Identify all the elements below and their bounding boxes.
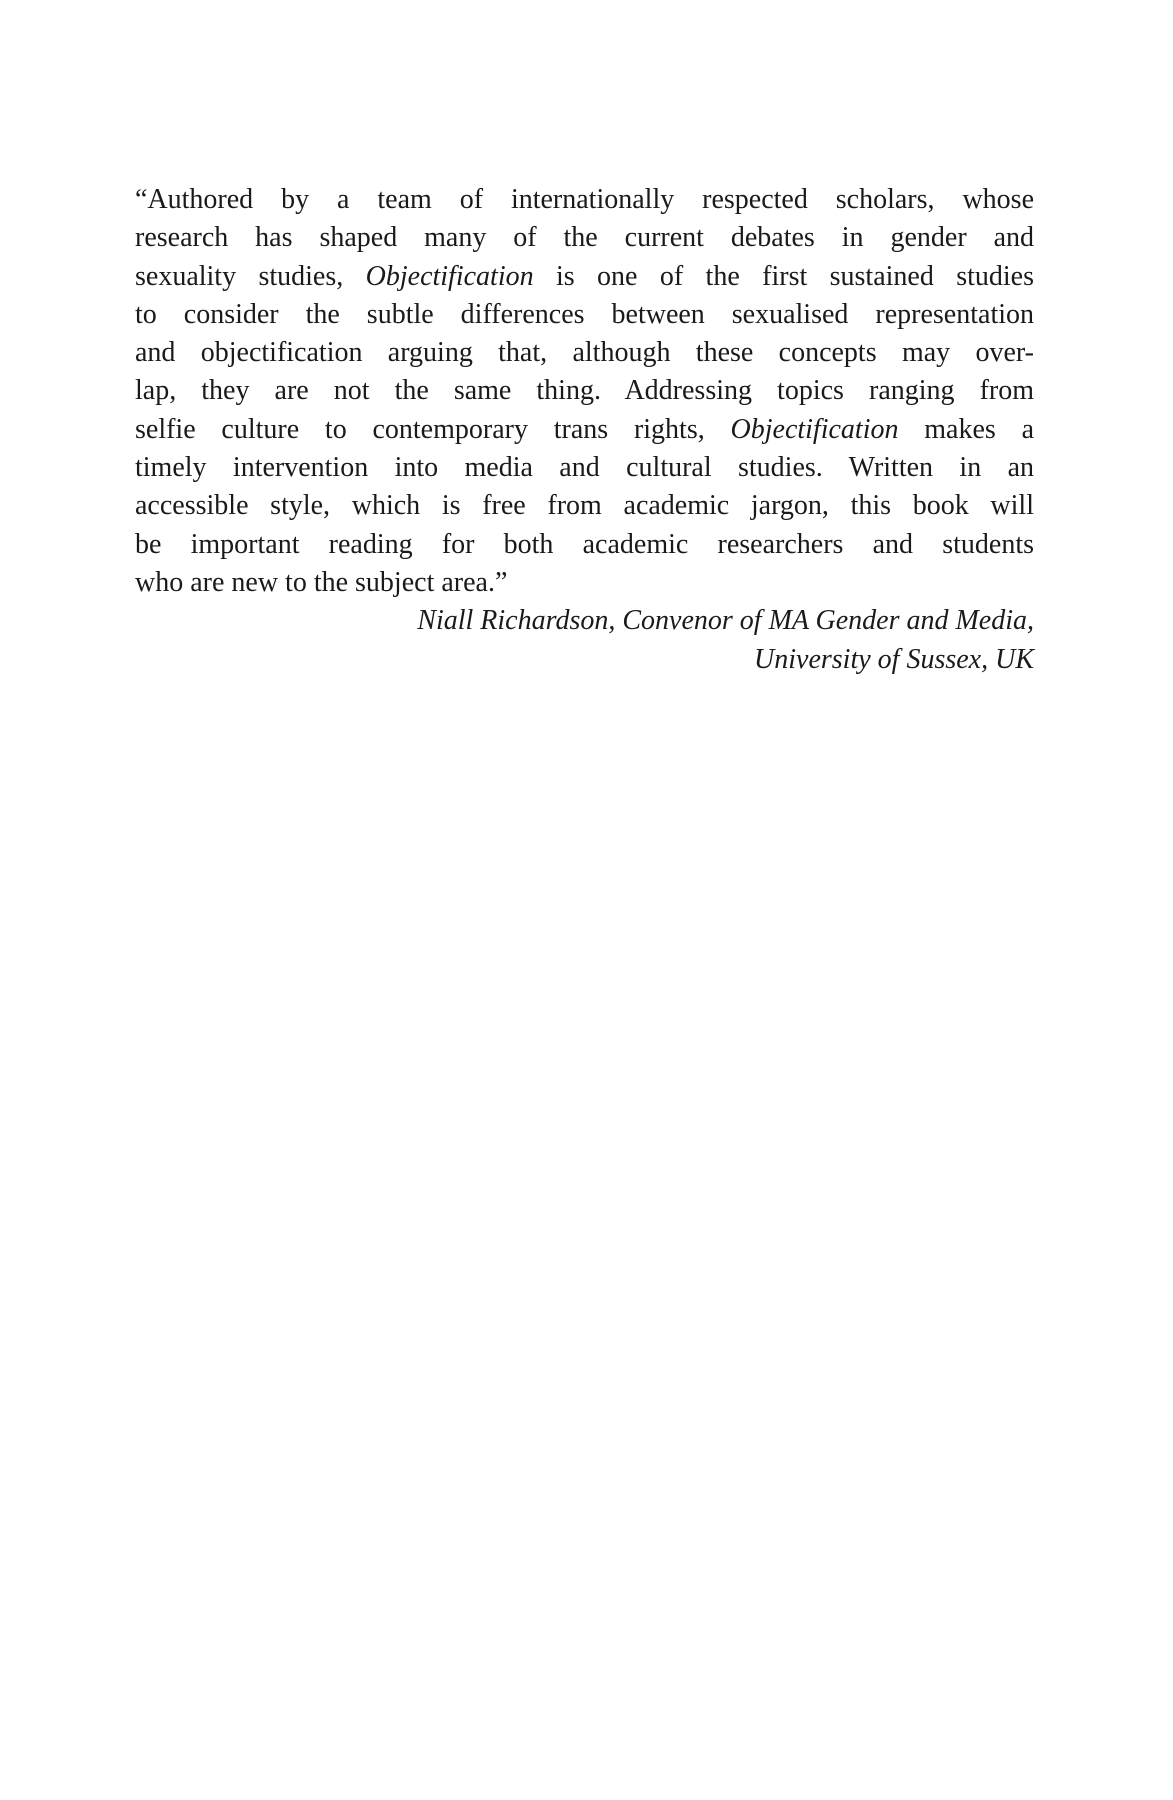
quote-line — [135, 564, 1034, 602]
quote-line — [135, 411, 1034, 449]
quote-text: “Authored by a team of internationally respected scholars, whose — [135, 184, 1034, 215]
quote-line — [135, 258, 1034, 296]
quote-text: who are new to the subject area.” — [135, 566, 508, 598]
quote-text: selfie culture to contemporary trans rights, — [135, 413, 731, 445]
quote-line — [135, 334, 1034, 372]
quote-text: lap, they are not the same thing. Addressing topics ranging from — [135, 375, 1034, 407]
quote-text: makes a — [898, 413, 1034, 445]
attribution — [135, 602, 1034, 679]
attribution-line: Niall Richardson, Convenor of MA Gender and Media, — [417, 605, 1034, 637]
quote-text: accessible style, which is free from academic jargon, this book will — [135, 490, 1034, 522]
quote-text: and objectification arguing that, although these concepts may over- — [135, 337, 1034, 369]
quote-line — [135, 487, 1034, 525]
endorsement-quote — [135, 181, 1034, 679]
attribution-line: University of Sussex, UK — [754, 643, 1034, 675]
quote-text: timely intervention into media and cultural studies. Written in an — [135, 452, 1034, 484]
book-title: Objectification — [730, 413, 899, 445]
quote-line — [135, 219, 1034, 257]
quote-line — [135, 372, 1034, 410]
quote-line — [135, 296, 1034, 334]
quote-text: be important reading for both academic researchers and students — [135, 528, 1034, 560]
book-title: Objectification — [365, 260, 534, 292]
quote-line — [135, 449, 1034, 487]
quote-text: sexuality studies, — [135, 260, 366, 292]
quote-body — [135, 181, 1034, 602]
quote-line — [135, 181, 1034, 219]
quote-line — [135, 526, 1034, 564]
quote-text: research has shaped many of the current debates in gender and — [135, 222, 1034, 254]
quote-text: is one of the first sustained studies — [533, 260, 1034, 292]
quote-text: to consider the subtle differences between sexualised representation — [135, 298, 1034, 330]
